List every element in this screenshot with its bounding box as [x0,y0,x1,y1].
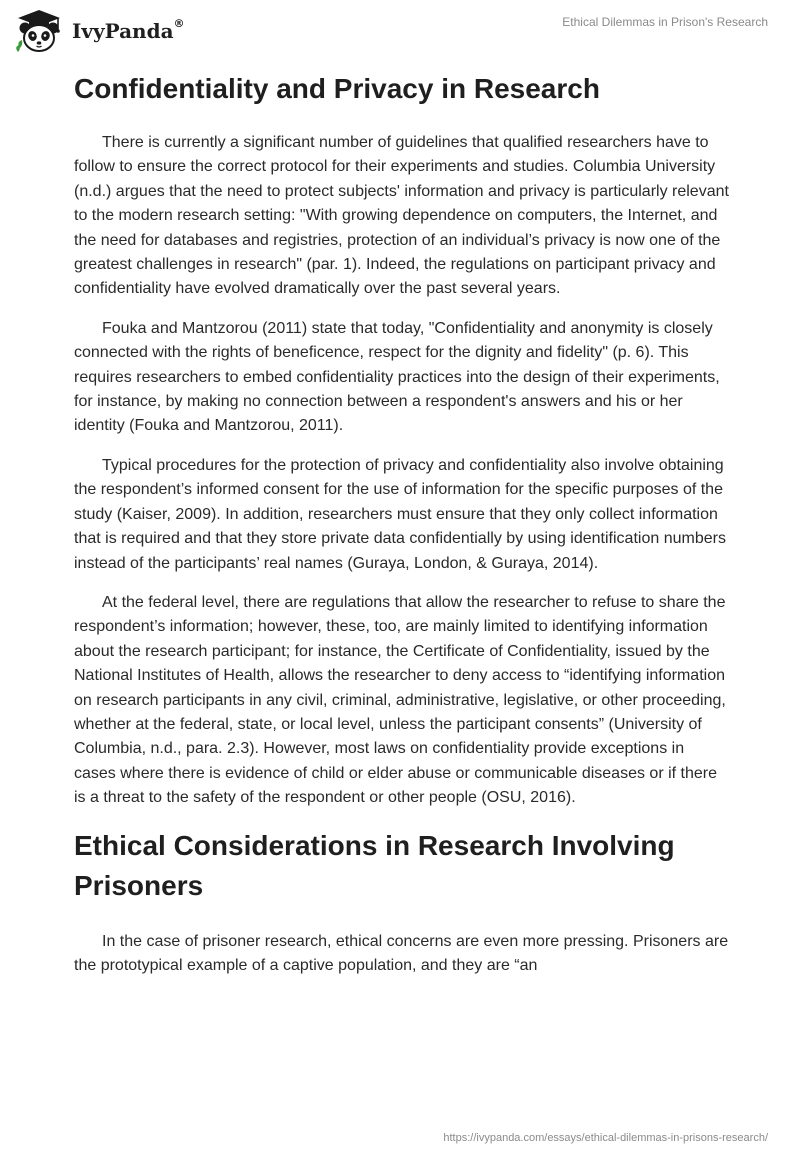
paragraph: Typical procedures for the protection of privacy and confidentiality also involve obtaining the respondent’s informed consent for the use of information for the specific purposes of the study (Kaiser, 2009). In addition, researchers must ensure that they only collect information that is required and that they store private data confidentially by using identification numbers instead of the participants’ real names (Guraya, London, & Guraya, 2014). [74,456,726,572]
essay-content [74,70,730,993]
document-title: Ethical Dilemmas in Prison's Research [562,15,768,29]
panda-graduate-icon [14,8,64,54]
paragraph: At the federal level, there are regulations that allow the researcher to refuse to share the respondent’s information; however, these, too, are mainly limited to identifying information about the research participant; for instance, the Certificate of Confidentiality, issued by the National Institutes of Health, allows the researcher to deny access to “identifying information on research participants in any civil, criminal, administrative, legislative, or other proceeding, whether at the federal, state, or local level, unless the participant consents” (University of Columbia, n.d., para. 2.3). However, most laws on confidentiality provide exceptions in cases where there is evidence of child or elder abuse or communicable diseases or if there is a threat to the safety of the respondent or other people (OSU, 2016). [74,593,726,807]
registered-mark: ® [173,17,185,30]
paragraph: Fouka and Mantzorou (2011) state that today, "Confidentiality and anonymity is closely connected with the rights of beneficence, respect for the dignity and fidelity" (p. 6). This requires researchers to embed confidentiality practices into the design of their experiments, for instance, by making no connection between a respondent's answers and his or her identity (Fouka and Mantzorou, 2011). [74,319,720,435]
page-header [0,0,800,62]
section-heading: Confidentiality and Privacy in Research [74,73,600,104]
paragraph: There is currently a significant number of guidelines that qualified researchers have to follow to ensure the correct protocol for their experiments and studies. Columbia University (n.d.) argues that the need to protect subjects' information and privacy is particularly relevant to the modern research setting: "With growing dependence on computers, the Internet, and the need for databases and registries, protection of an individual’s privacy is now one of the greatest challenges in research" (par. 1). Indeed, the regulations on participant privacy and confidentiality have evolved dramatically over the past several years. [74,134,729,298]
section-heading: Ethical Considerations in Research Involving Prisoners [74,829,675,901]
paragraph: In the case of prisoner research, ethical concerns are even more pressing. Prisoners are the prototypical example of a captive population, and they are “an [74,932,729,974]
brand-name: IvyPanda® [72,17,185,43]
source-url[interactable]: https://ivypanda.com/essays/ethical-dilemmas-in-prisons-research/ [443,1132,768,1144]
ivypanda-logo[interactable] [14,8,185,54]
